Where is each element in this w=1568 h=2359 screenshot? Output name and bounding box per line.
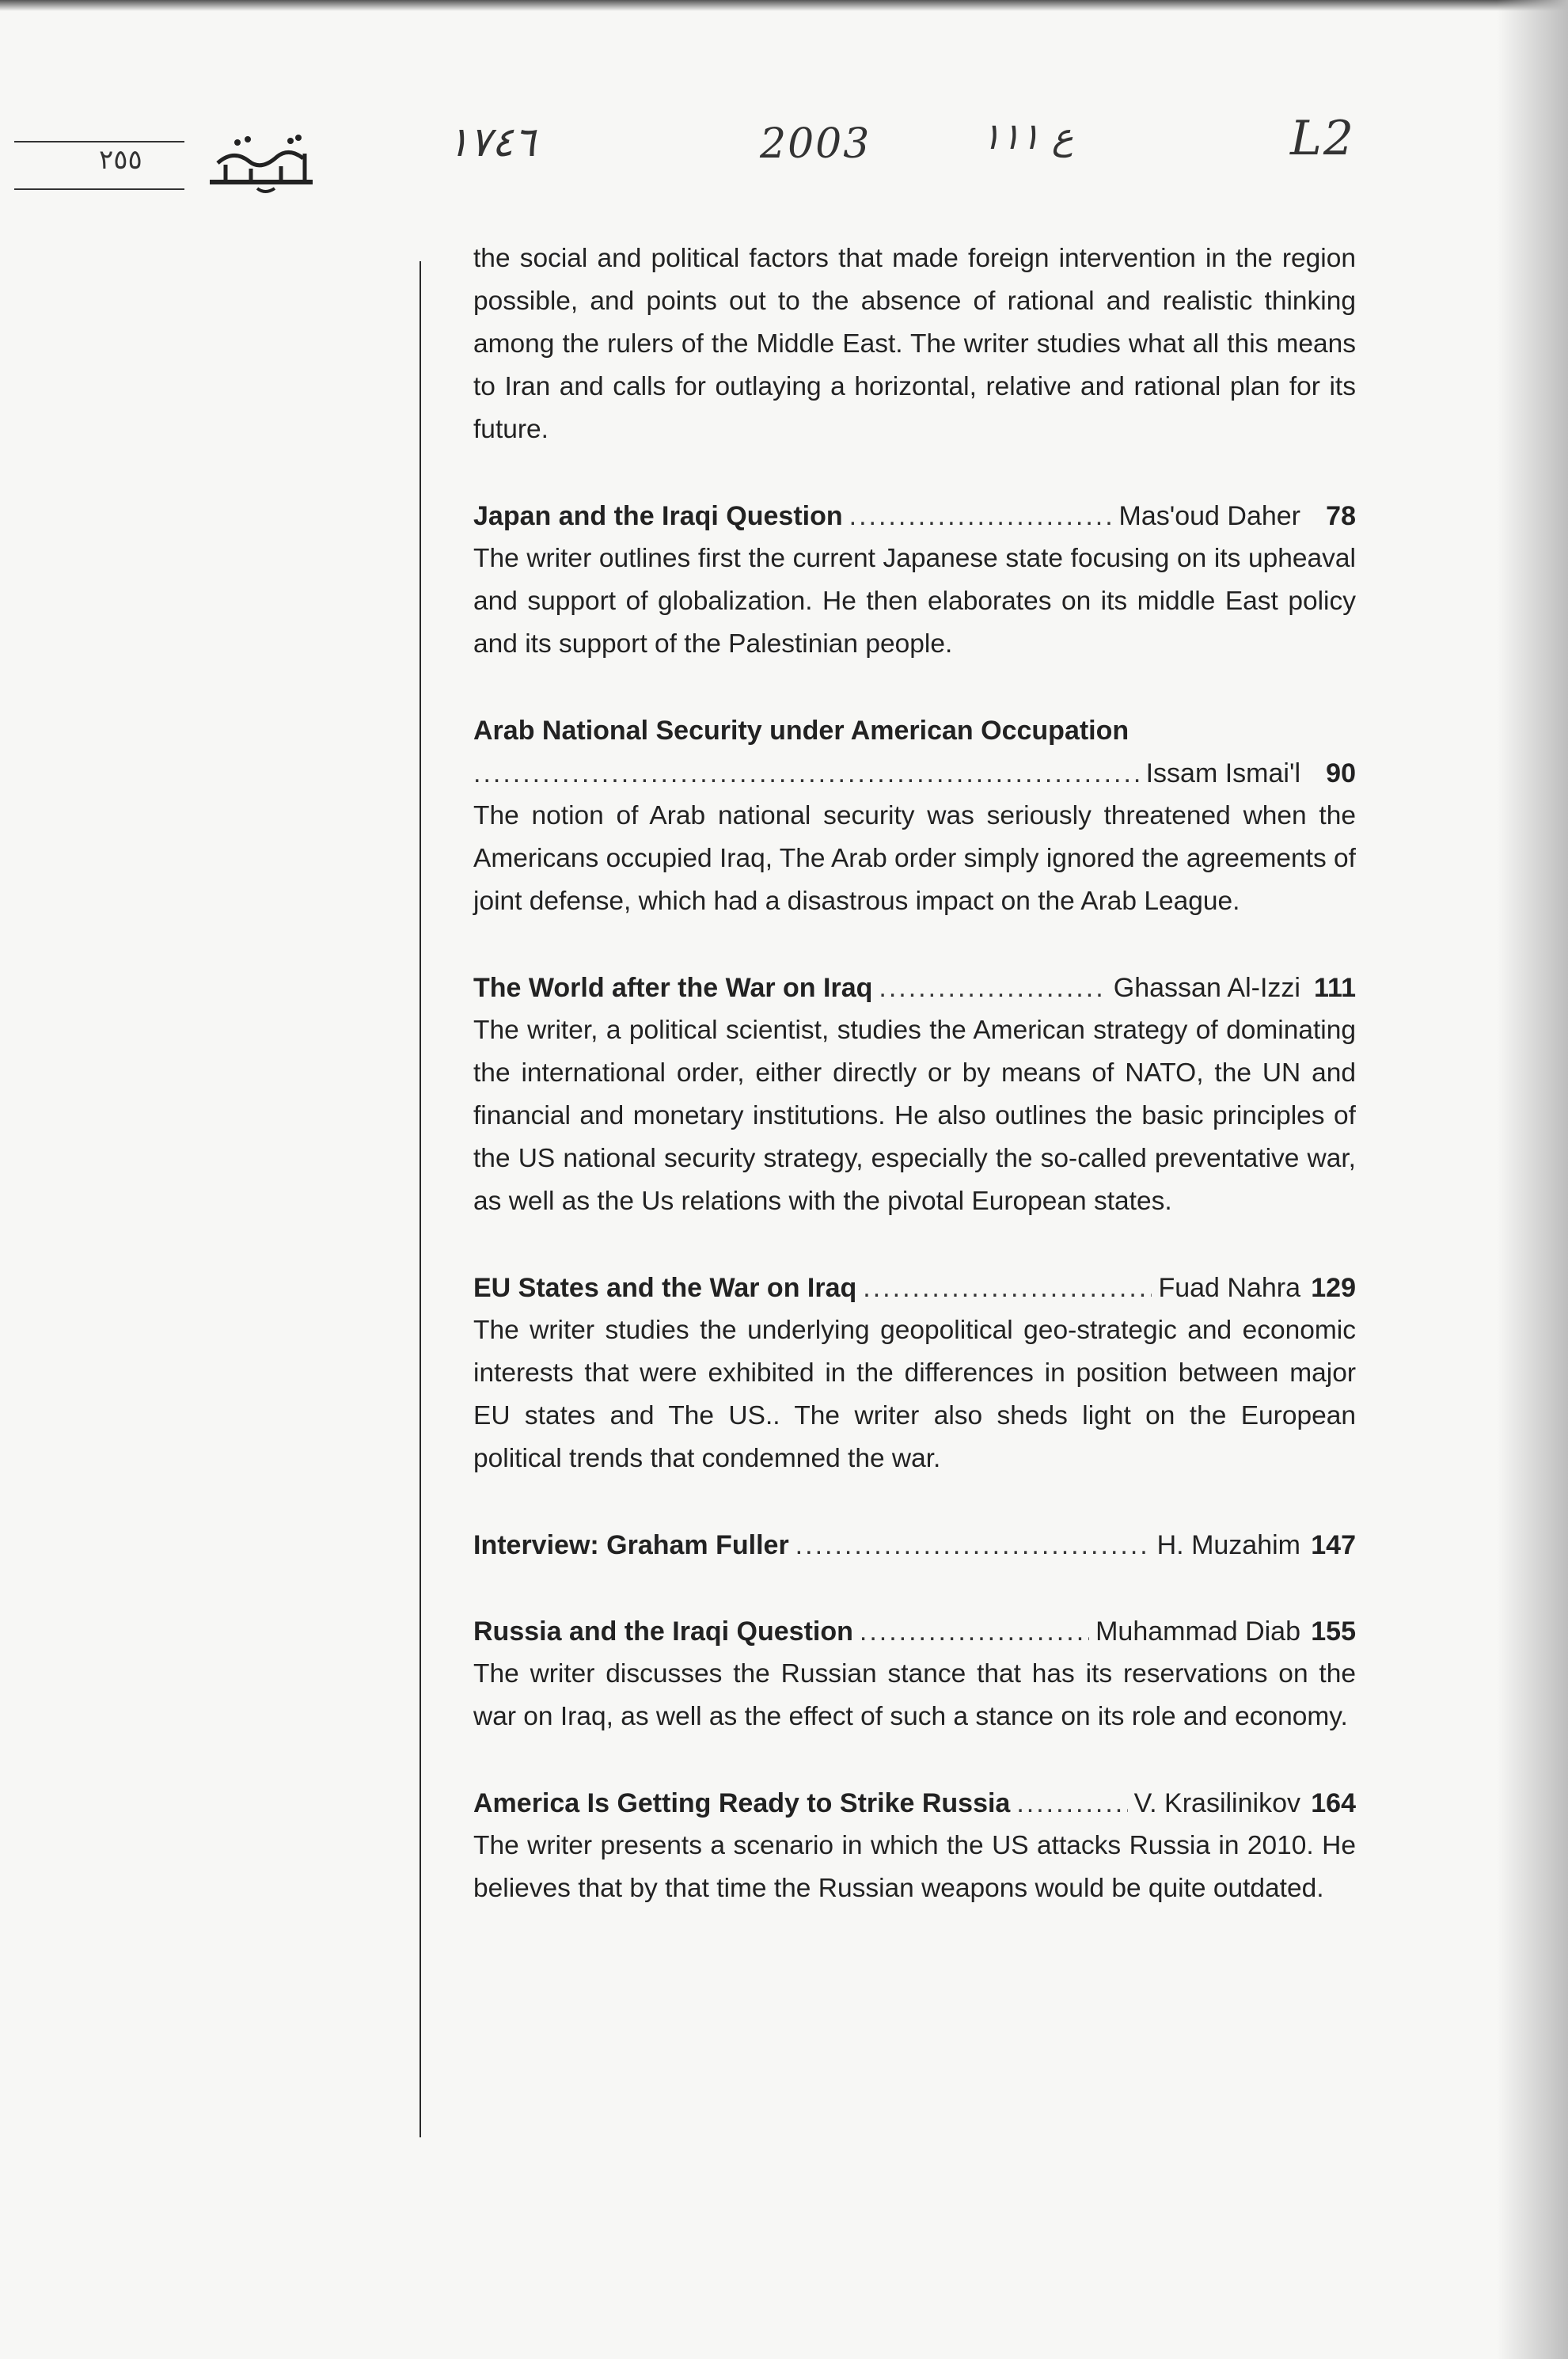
article-title: Interview: Graham Fuller (473, 1530, 789, 1560)
toc-entry (473, 1782, 1356, 1910)
toc-entry (473, 709, 1356, 923)
article-page: 147 (1311, 1530, 1356, 1560)
article-description: The writer studies the underlying geopolitical geo-strategic and economic interests that were exhibited in the differences in position between major EU states and The US.. The writer also sheds light on the European political trends that condemned the war. (473, 1316, 1356, 1473)
article-page: 78 (1326, 501, 1356, 531)
article-description: The writer, a political scientist, studies the American strategy of dominating the international order, either directly or by means of NATO, the UN and financial and monetary institutions. He also outlines the basic principles of the US national security strategy, especially the so-called preventative war, as well as the Us relations with the pivotal European states. (473, 1016, 1356, 1216)
header-rule-bottom (14, 188, 184, 190)
article-description: The writer presents a scenario in which the US attacks Russia in 2010. He believes that by that time the Russian weapons would be quite outdated. (473, 1831, 1356, 1903)
article-description: The writer outlines first the current Japanese state focusing on its upheaval and support of globalization. He then elaborates on its middle East policy and its support of the Palestinian people. (473, 544, 1356, 659)
page-number: ٢٥٥ (99, 144, 142, 176)
header-rule-top (14, 141, 184, 142)
article-page: 90 (1326, 758, 1356, 788)
article-description: The writer discusses the Russian stance that has its reservations on the war on Iraq, as well as the effect of such a stance on its role and economy. (473, 1659, 1356, 1731)
leader-dots (860, 1610, 1089, 1653)
handwritten-code: L2 (1290, 111, 1356, 166)
toc-entry (473, 1524, 1356, 1567)
article-description: The notion of Arab national security was seriously threatened when the Americans occupied Iraq, The Arab order simply ignored the agreements of joint defense, which had a disastrous impact on the Arab League. (473, 801, 1356, 916)
article-page: 155 (1311, 1616, 1356, 1647)
article-page: 129 (1311, 1273, 1356, 1303)
article-author: Issam Ismai'l (1145, 758, 1300, 788)
handwritten-year: 2003 (760, 120, 871, 168)
article-page: 164 (1311, 1788, 1356, 1818)
leader-dots (1016, 1782, 1127, 1825)
intro-paragraph: the social and political factors that made foreign intervention in the region possible, and points out to the absence of rational and realistic thinking among the rulers of the Middle East. The writer studies what all this means to Iran and calls for outlaying a horizontal, relative and rational plan for its future. (473, 244, 1356, 444)
leader-dots (473, 752, 1140, 795)
journal-logo (202, 125, 321, 196)
article-page: 111 (1314, 973, 1356, 1003)
article-title: America Is Getting Ready to Strike Russia (473, 1788, 1011, 1818)
article-author: H. Muzahim (1156, 1530, 1300, 1560)
leader-dots (849, 495, 1113, 538)
toc-entry (473, 967, 1356, 1223)
leader-dots (863, 1267, 1152, 1309)
article-author: Ghassan Al-Izzi (1113, 973, 1300, 1003)
toc-entry-heading (473, 967, 1356, 1009)
article-author: Mas'oud Daher (1118, 501, 1300, 531)
handwritten-issue: ع ١١١ (981, 115, 1074, 158)
leader-dots (795, 1524, 1151, 1567)
toc-entry-heading (473, 495, 1356, 538)
toc-entry-heading (473, 752, 1356, 795)
scan-right-shadow (1497, 0, 1568, 2359)
article-title: Arab National Security under American Occupation (473, 716, 1129, 746)
column-divider (420, 261, 421, 2137)
contents-column (473, 237, 1356, 1910)
toc-entry (473, 1267, 1356, 1480)
article-author: Fuad Nahra (1158, 1273, 1300, 1303)
toc-entry-heading (473, 1267, 1356, 1309)
article-title: EU States and the War on Iraq (473, 1273, 857, 1303)
article-title: Japan and the Iraqi Question (473, 501, 843, 531)
leader-dots (879, 967, 1107, 1009)
article-author: V. Krasilinikov (1133, 1788, 1300, 1818)
handwritten-note-1: ١٧٤٦ (447, 119, 536, 166)
article-title: The World after the War on Iraq (473, 973, 873, 1003)
toc-entry (473, 1610, 1356, 1738)
toc-entry (473, 495, 1356, 666)
toc-entry-heading (473, 1610, 1356, 1653)
article-author: Muhammad Diab (1095, 1616, 1300, 1647)
toc-entry-heading (473, 1524, 1356, 1567)
scan-top-edge (0, 0, 1568, 11)
journal-logo-icon (202, 125, 321, 196)
toc-entry-heading (473, 1782, 1356, 1825)
article-title: Russia and the Iraqi Question (473, 1616, 853, 1647)
